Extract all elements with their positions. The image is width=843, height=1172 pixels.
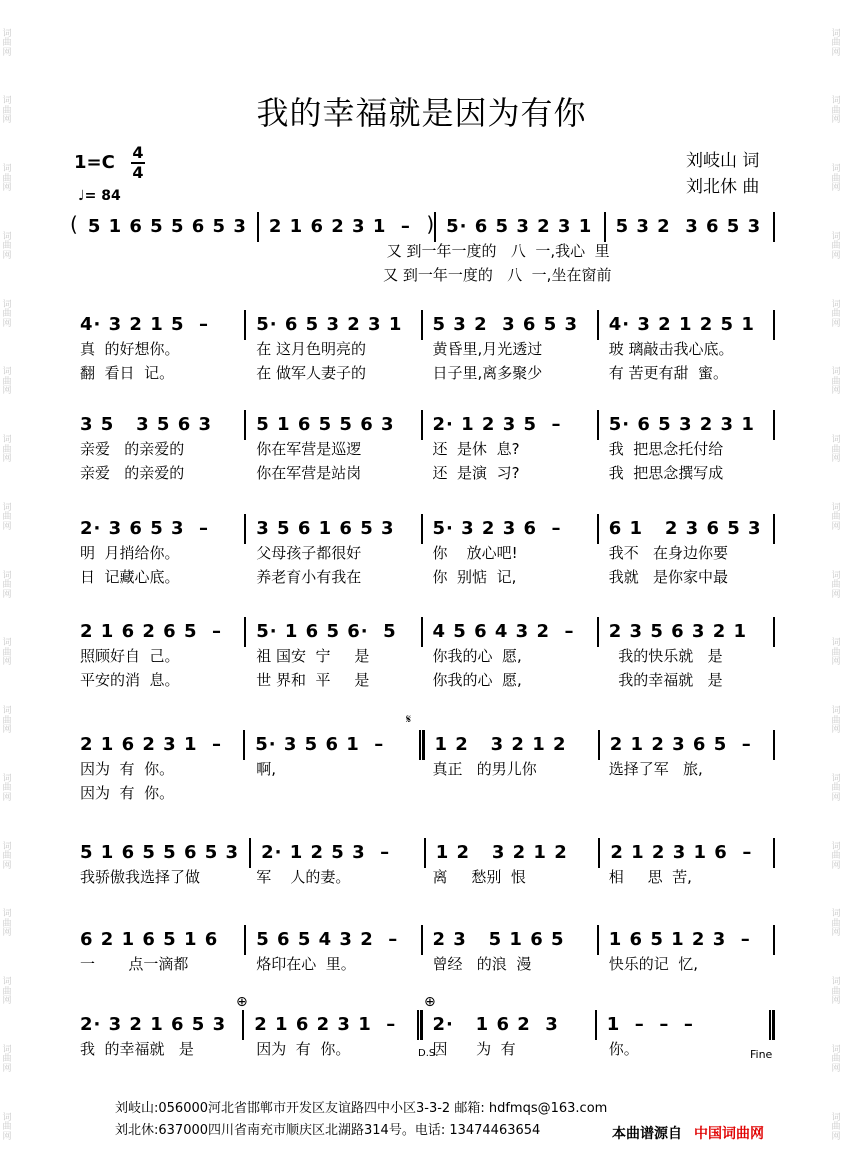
measure: 3 5 3 5 6 3: [80, 413, 213, 435]
measure: 2 1 2 3 1 6 –: [610, 841, 753, 863]
watermark-unit: [2, 368, 11, 396]
watermark-char: 词: [831, 502, 841, 513]
watermark-char: 网: [2, 454, 12, 465]
barline: [773, 310, 775, 340]
measure: 1 2 3 2 1 2: [435, 841, 568, 863]
ds-mark: D.S.: [418, 1048, 439, 1059]
score-system: [70, 212, 775, 288]
watermark-char: 网: [2, 928, 12, 939]
measure: 1 2 3 2 1 2: [434, 733, 567, 755]
score-system: [70, 925, 775, 1001]
measure: 5 6 5 4 3 2 –: [256, 928, 399, 950]
watermark-unit: [2, 572, 11, 600]
song-title: 我的幸福就是因为有你: [256, 94, 587, 132]
watermark-char: 词: [831, 977, 841, 988]
watermark-char: 词: [2, 28, 12, 39]
lyric-cell: 还 是休 息?: [432, 440, 520, 458]
time-signature-top: 4: [132, 143, 144, 162]
watermark-char: 词: [831, 299, 841, 310]
score-system: [70, 838, 775, 914]
watermark-unit: [831, 1046, 840, 1074]
watermark-unit: [831, 572, 840, 600]
lyrics-verse-1: [70, 338, 775, 362]
watermark-unit: [831, 30, 840, 58]
segno-mark: 𝄋: [406, 712, 412, 726]
lyrics-verse-2: [70, 669, 775, 693]
watermark-unit: [2, 233, 11, 261]
watermark-char: 词: [831, 570, 841, 581]
measure: 6 2 1 6 5 1 6: [80, 928, 219, 950]
watermark-char: 曲: [2, 376, 12, 387]
lyrics-verse-2: [70, 782, 775, 806]
lyric-cell: 在 这月色明亮的: [256, 340, 367, 358]
lyric-cell: 真 的好想你。: [80, 340, 180, 358]
watermark-char: 曲: [2, 918, 12, 929]
watermark-char: 曲: [2, 580, 12, 591]
watermark-char: 曲: [2, 309, 12, 320]
measure: 4· 3 2 1 5 –: [80, 313, 210, 335]
measure: 5· 6 5 3 2 3 1: [256, 313, 403, 335]
watermark-char: 网: [831, 521, 841, 532]
watermark-unit: [2, 504, 11, 532]
watermark-char: 网: [831, 725, 841, 736]
notes-row: [70, 617, 775, 645]
measure: 2 1 6 2 6 5 –: [80, 620, 223, 642]
watermark-char: 曲: [831, 918, 841, 929]
watermark-char: 词: [2, 977, 12, 988]
lyric-cell: 我 把思念托付给: [608, 440, 724, 458]
lyrics-verse-2: [70, 462, 775, 486]
watermark-char: 网: [831, 318, 841, 329]
score-system: [70, 514, 775, 590]
composer-credit: 刘北休 曲: [686, 177, 760, 197]
watermark-char: 曲: [831, 241, 841, 252]
watermark-char: 曲: [831, 173, 841, 184]
measure: 6 1 2 3 6 5 3: [608, 517, 762, 539]
lyric-cell: 你在军营是站岗: [256, 464, 362, 482]
intro-open-paren: (: [70, 212, 78, 236]
measure: 5 1 6 5 5 6 5 3: [80, 841, 240, 863]
footer-line-lyricist: 刘岐山:056000河北省邯郸市开发区友谊路四中小区3-3-2 邮箱: hdfmqs@163.com: [115, 1101, 608, 1116]
time-signature-bottom: 4: [132, 163, 144, 182]
watermark-unit: [831, 707, 840, 735]
time-signature: [130, 144, 146, 182]
notes-row: [70, 925, 775, 953]
watermark-char: 网: [2, 657, 12, 668]
watermark-char: 曲: [831, 105, 841, 116]
watermark-char: 词: [831, 164, 841, 175]
lyric-cell: 我 把思念撰写成: [608, 464, 724, 482]
watermark-unit: [831, 843, 840, 871]
watermark-char: 网: [831, 1063, 841, 1074]
watermark-char: 网: [2, 1131, 12, 1142]
measure: 2· 1 2 5 3 –: [261, 841, 391, 863]
coda-mark-1: ⊕: [236, 994, 248, 1010]
watermark-char: 曲: [2, 512, 12, 523]
watermark-char: 网: [831, 860, 841, 871]
lyric-cell: 你 别惦 记,: [432, 568, 517, 586]
measure: 2 1 6 2 3 1 –: [254, 1013, 397, 1035]
lyric-cell: 你我的心 愿,: [432, 647, 522, 665]
watermark-char: 网: [831, 386, 841, 397]
notes-row: [70, 410, 775, 438]
watermark-char: 词: [831, 1112, 841, 1123]
watermark-char: 网: [831, 589, 841, 600]
watermark-char: 词: [2, 706, 12, 717]
watermark-unit: [831, 301, 840, 329]
lyric-cell: 日子里,离多聚少: [432, 364, 543, 382]
barline: [773, 212, 775, 242]
barline: [773, 514, 775, 544]
credits: [686, 148, 759, 200]
watermark-char: 词: [2, 96, 12, 107]
watermark-char: 网: [831, 792, 841, 803]
tempo-marking: ♩= 84: [78, 188, 121, 204]
measure: 2· 3 6 5 3 –: [80, 517, 210, 539]
lyricist-credit: 刘岐山 词: [686, 151, 760, 171]
lyrics-verse-1: [70, 953, 775, 977]
score-system: [70, 730, 775, 806]
score-system: [70, 310, 775, 386]
lyric-cell: 亲爱 的亲爱的: [80, 440, 185, 458]
measure: 2· 1 6 2 3: [432, 1013, 559, 1035]
lyric-cell: 相 思 苦,: [608, 868, 692, 886]
watermark-char: 曲: [2, 105, 12, 116]
watermark-unit: [831, 978, 840, 1006]
watermark-char: 曲: [831, 1054, 841, 1065]
measure: 1 6 5 1 2 3 –: [608, 928, 751, 950]
watermark-unit: [2, 978, 11, 1006]
notes-row: [70, 730, 775, 758]
source-credit: [612, 1123, 764, 1143]
measure: 2· 1 2 3 5 –: [432, 413, 562, 435]
measure: 4 5 6 4 3 2 –: [432, 620, 575, 642]
lyrics-verse-2: [70, 264, 775, 288]
watermark-unit: [2, 707, 11, 735]
watermark-unit: [2, 843, 11, 871]
watermark-char: 网: [2, 996, 12, 1007]
lyrics-verse-1: [70, 438, 775, 462]
lyric-cell: 你 放心吧!: [432, 544, 518, 562]
watermark-char: 曲: [2, 444, 12, 455]
watermark-char: 曲: [2, 851, 12, 862]
watermark-unit: [831, 639, 840, 667]
watermark-unit: [2, 1114, 11, 1142]
watermark-char: 网: [2, 589, 12, 600]
lyric-cell: 父母孩子都很好: [256, 544, 362, 562]
watermark-char: 词: [2, 231, 12, 242]
watermark-char: 词: [2, 909, 12, 920]
watermark-char: 网: [831, 454, 841, 465]
barline: [773, 617, 775, 647]
watermark-unit: [831, 910, 840, 938]
watermark-char: 曲: [2, 715, 12, 726]
watermark-char: 曲: [831, 580, 841, 591]
watermark-char: 网: [2, 386, 12, 397]
lyric-cell: 我不 在身边你要: [608, 544, 729, 562]
watermark-char: 网: [831, 250, 841, 261]
lyric-cell: 你。: [608, 1040, 639, 1058]
key-signature: 1=C: [74, 152, 115, 173]
watermark-char: 网: [831, 657, 841, 668]
watermark-char: 词: [2, 435, 12, 446]
measure: 2 1 2 3 6 5 –: [609, 733, 752, 755]
lyrics-verse-1: [70, 645, 775, 669]
measure: 5 3 2 3 6 5 3: [615, 215, 762, 237]
watermark-char: 词: [2, 367, 12, 378]
lyric-cell: 养老育小有我在: [256, 568, 362, 586]
measure: 2 3 5 1 6 5: [432, 928, 565, 950]
measure: 5· 6 5 3 2 3 1: [446, 215, 593, 237]
watermark-char: 网: [2, 47, 12, 58]
watermark-char: 词: [831, 435, 841, 446]
lyric-cell: 亲爱 的亲爱的: [80, 464, 185, 482]
lyric-cell: 又 到一年一度的 八 一,坐在窗前: [383, 266, 612, 284]
watermark-char: 词: [2, 773, 12, 784]
notes-row: [70, 212, 775, 240]
watermark-unit: [831, 165, 840, 193]
lyric-cell: [222, 264, 372, 288]
measure: 2 3 5 6 3 2 1: [608, 620, 748, 642]
lyric-cell: [622, 240, 773, 264]
watermark-char: 词: [831, 638, 841, 649]
watermark-char: 词: [2, 841, 12, 852]
lyric-cell: 有 苦更有甜 蜜。: [608, 364, 729, 382]
watermark-char: 网: [831, 996, 841, 1007]
source-brand-link[interactable]: 中国词曲网: [694, 1126, 764, 1142]
lyric-cell: 世 界和 平 是: [256, 671, 370, 689]
lyric-cell: 啊,: [256, 760, 277, 778]
barline: [773, 410, 775, 440]
score-system: [70, 617, 775, 693]
lyric-cell: 翻 看日 记。: [80, 364, 175, 382]
watermark-char: 词: [2, 164, 12, 175]
lyric-cell: 还 是演 习?: [432, 464, 520, 482]
watermark-char: 词: [831, 28, 841, 39]
lyrics-verse-1: [70, 866, 775, 890]
watermark-unit: [2, 436, 11, 464]
watermark-char: 网: [2, 521, 12, 532]
lyric-cell: 日 记藏心底。: [80, 568, 180, 586]
lyric-cell: 军 人的妻。: [256, 868, 351, 886]
score-system: [70, 410, 775, 486]
watermark-char: 网: [2, 115, 12, 126]
watermark-unit: [2, 775, 11, 803]
watermark-unit: [831, 1114, 840, 1142]
watermark-unit: [2, 1046, 11, 1074]
watermark-char: 曲: [831, 376, 841, 387]
watermark-char: 曲: [831, 783, 841, 794]
watermark-char: 曲: [831, 38, 841, 49]
watermark-char: 词: [831, 231, 841, 242]
watermark-char: 曲: [831, 986, 841, 997]
watermark-char: 曲: [831, 1122, 841, 1133]
lyric-cell: 因 为 有: [432, 1040, 516, 1058]
watermark-char: 网: [831, 1131, 841, 1142]
watermark-char: 词: [831, 367, 841, 378]
watermark-char: 词: [2, 638, 12, 649]
watermark-char: 词: [2, 299, 12, 310]
coda-mark-2: ⊕: [424, 994, 436, 1010]
watermark-unit: [2, 30, 11, 58]
lyric-cell: 玻 璃敲击我心底。: [608, 340, 734, 358]
lyric-cell: 因为 有 你。: [256, 1040, 351, 1058]
watermark-strip-right: [829, 0, 843, 1172]
lyric-cell: 选择了军 旅,: [608, 760, 703, 778]
watermark-char: 曲: [2, 783, 12, 794]
watermark-char: 曲: [2, 1122, 12, 1133]
watermark-char: 曲: [831, 647, 841, 658]
watermark-char: 网: [2, 318, 12, 329]
watermark-char: 曲: [831, 512, 841, 523]
lyric-cell: 因为 有 你。: [80, 784, 175, 802]
barline: [773, 730, 775, 760]
watermark-unit: [831, 775, 840, 803]
lyric-cell: [70, 240, 221, 264]
lyric-cell: 祖 国安 宁 是: [256, 647, 370, 665]
watermark-char: 网: [831, 47, 841, 58]
measure: 1 – – –: [606, 1013, 694, 1035]
measure: 2· 3 2 1 6 5 3: [80, 1013, 227, 1035]
watermark-char: 词: [2, 1112, 12, 1123]
lyric-cell: [70, 264, 220, 288]
watermark-unit: [831, 436, 840, 464]
watermark-char: 曲: [2, 38, 12, 49]
lyrics-verse-1: [70, 758, 775, 782]
lyric-cell: 真正 的男儿你: [432, 760, 537, 778]
watermark-unit: [2, 639, 11, 667]
watermark-char: 网: [2, 860, 12, 871]
lyric-cell: 在 做军人妻子的: [256, 364, 367, 382]
measure: 4· 3 2 1 2 5 1: [608, 313, 755, 335]
measure: 5· 6 5 3 2 3 1: [608, 413, 755, 435]
lyric-cell: [599, 782, 773, 806]
measure: 3 5 6 1 6 5 3: [256, 517, 395, 539]
lyric-cell: 因为 有 你。: [80, 760, 175, 778]
watermark-char: 词: [831, 773, 841, 784]
watermark-char: 曲: [2, 647, 12, 658]
measure: 5· 3 5 6 1 –: [255, 733, 385, 755]
notes-row: [70, 514, 775, 542]
watermark-char: 词: [2, 502, 12, 513]
watermark-strip-left: [0, 0, 14, 1172]
watermark-char: 网: [831, 115, 841, 126]
watermark-char: 网: [831, 928, 841, 939]
watermark-char: 词: [831, 706, 841, 717]
watermark-unit: [2, 910, 11, 938]
lyric-cell: 快乐的记 忆,: [608, 955, 699, 973]
lyric-cell: [246, 782, 420, 806]
lyric-cell: 照顾好自 己。: [80, 647, 180, 665]
lyric-cell: 一 点一滴都: [80, 955, 189, 973]
lyric-cell: 你我的心 愿,: [432, 671, 522, 689]
barline: [773, 838, 775, 868]
measure: 5· 3 2 3 6 –: [432, 517, 562, 539]
lyric-cell: 明 月捎给你。: [80, 544, 180, 562]
lyric-cell: 我骄傲我选择了做: [80, 868, 201, 886]
notes-row: [70, 838, 775, 866]
lyric-cell: 我的快乐就 是: [608, 647, 723, 665]
lyrics-verse-1: [70, 240, 775, 264]
lyric-cell: 烙印在心 里。: [256, 955, 356, 973]
lyrics-verse-2: [70, 566, 775, 590]
measure: 2 1 6 2 3 1 –: [268, 215, 411, 237]
lyrics-verse-2: [70, 362, 775, 386]
intro-close-paren: ): [426, 212, 435, 236]
watermark-char: 词: [831, 96, 841, 107]
watermark-char: 曲: [2, 173, 12, 184]
watermark-char: 曲: [2, 1054, 12, 1065]
watermark-char: 曲: [831, 444, 841, 455]
fine-mark: Fine: [750, 1048, 773, 1061]
watermark-unit: [2, 301, 11, 329]
watermark-char: 词: [831, 1044, 841, 1055]
notes-row: [70, 1010, 775, 1038]
lyric-cell: 我 的幸福就 是: [80, 1040, 194, 1058]
lyric-cell: 黄昏里,月光透过: [432, 340, 543, 358]
lyric-cell: 平安的消 息。: [80, 671, 180, 689]
watermark-char: 词: [831, 841, 841, 852]
watermark-unit: [2, 165, 11, 193]
source-label: 本曲谱源自: [612, 1126, 682, 1142]
watermark-char: 曲: [2, 986, 12, 997]
measure: 5 1 6 5 5 6 5 3: [87, 215, 247, 237]
measure: 5· 1 6 5 6· 5: [256, 620, 397, 642]
lyric-cell: [423, 782, 597, 806]
watermark-unit: [831, 504, 840, 532]
barline: [769, 1010, 775, 1040]
footer-line-composer: 刘北休:637000四川省南充市顺庆区北湖路314号。电话: 13474463654: [115, 1123, 541, 1138]
watermark-char: 网: [2, 250, 12, 261]
lyric-cell: 又 到一年一度的 八 一,我心 里: [386, 242, 610, 260]
lyric-cell: 我就 是你家中最: [608, 568, 729, 586]
measure: 5 1 6 5 5 6 3: [256, 413, 395, 435]
measure: 5 3 2 3 6 5 3: [432, 313, 579, 335]
lyrics-verse-1: [70, 542, 775, 566]
notes-row: [70, 310, 775, 338]
watermark-char: 曲: [2, 241, 12, 252]
lyric-cell: [623, 264, 773, 288]
watermark-char: 曲: [831, 309, 841, 320]
barline: [773, 925, 775, 955]
watermark-char: 网: [2, 792, 12, 803]
lyric-cell: 曾经 的浪 漫: [432, 955, 532, 973]
watermark-char: 词: [2, 1044, 12, 1055]
watermark-char: 网: [831, 183, 841, 194]
watermark-char: 词: [831, 909, 841, 920]
watermark-char: 网: [2, 183, 12, 194]
watermark-char: 曲: [831, 715, 841, 726]
measure: 2 1 6 2 3 1 –: [80, 733, 223, 755]
lyric-cell: 我的幸福就 是: [608, 671, 723, 689]
lyric-cell: [223, 240, 374, 264]
watermark-char: 网: [2, 1063, 12, 1074]
watermark-char: 词: [2, 570, 12, 581]
lyric-cell: 你在军营是巡逻: [256, 440, 362, 458]
watermark-unit: [831, 368, 840, 396]
watermark-char: 网: [2, 725, 12, 736]
watermark-unit: [831, 233, 840, 261]
lyric-cell: 离 愁别 恨: [432, 868, 526, 886]
watermark-char: 曲: [831, 851, 841, 862]
footer-contacts: [115, 1098, 607, 1142]
